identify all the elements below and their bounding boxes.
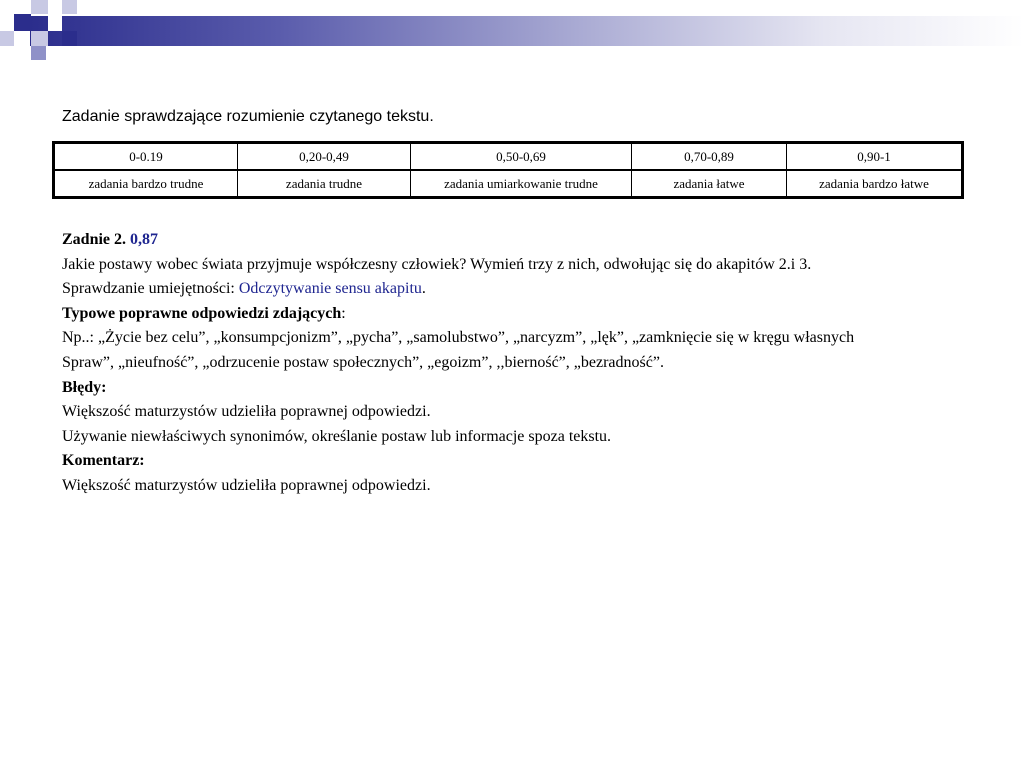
comment-line: Większość maturzystów udzieliła poprawnej odpowiedzi. <box>62 476 431 494</box>
table-cell-range: 0,90-1 <box>787 143 963 171</box>
table-row <box>54 170 963 198</box>
skill-end: . <box>421 280 426 298</box>
table-cell-range: 0,50-0,69 <box>411 143 632 171</box>
decor-square <box>31 46 46 60</box>
table-cell-label: zadania bardzo łatwe <box>787 170 963 198</box>
errors-heading: Błędy: <box>62 378 107 396</box>
table-cell-label: zadania łatwe <box>632 170 787 198</box>
errors-line: Większość maturzystów udzieliła poprawnej odpowiedzi. <box>62 403 431 421</box>
comment-heading: Komentarz: <box>62 452 145 470</box>
decor-square <box>31 0 48 14</box>
table-cell-label: zadania umiarkowanie trudne <box>411 170 632 198</box>
answers-colon: : <box>341 304 346 322</box>
decor-square <box>48 14 62 31</box>
answers-heading: Typowe poprawne odpowiedzi zdających <box>62 304 342 322</box>
table-row <box>54 143 963 171</box>
task-score: 0,87 <box>130 231 159 248</box>
skill-value: Odczytywanie sensu akapitu <box>238 280 422 298</box>
table-cell-range: 0,70-0,89 <box>632 143 787 171</box>
table-cell-range: 0-0.19 <box>54 143 238 171</box>
decor-square <box>14 14 31 31</box>
task-question: Jakie postawy wobec świata przyjmuje współczesny człowiek? Wymień trzy z nich, odwołując się do akapitów 2.i 3. <box>62 255 812 273</box>
table-cell-label: zadania trudne <box>238 170 411 198</box>
skill-label: Sprawdzanie umiejętności: <box>62 280 239 298</box>
task-title-line <box>62 228 962 253</box>
decor-square <box>62 0 77 14</box>
table-cell-label: zadania bardzo trudne <box>54 170 238 198</box>
decor-square <box>0 31 14 46</box>
slide-subtitle: Zadanie sprawdzające rozumienie czytanego tekstu. <box>62 108 434 125</box>
difficulty-scale-table <box>52 141 964 199</box>
skill-line <box>62 277 962 302</box>
task-title: Zadnie 2. <box>62 231 127 248</box>
task-content <box>62 228 962 499</box>
decor-square <box>62 31 77 46</box>
answers-heading-line <box>62 302 962 327</box>
header-gradient-bar <box>30 16 1024 46</box>
answers-line: Spraw”, „nieufność”, „odrzucenie postaw społecznych”, „egoizm”, ,,bierność”, „bezradność”. <box>62 353 664 371</box>
table-cell-range: 0,20-0,49 <box>238 143 411 171</box>
errors-line: Używanie niewłaściwych synonimów, określanie postaw lub informacje spoza tekstu. <box>62 427 612 445</box>
decor-square <box>31 31 48 46</box>
answers-line: Np..: „Życie bez celu”, „konsumpcjonizm”, „pycha”, „samolubstwo”, „narcyzm”, „lęk”, „zamknięcie się w kręgu własnych <box>62 329 855 347</box>
